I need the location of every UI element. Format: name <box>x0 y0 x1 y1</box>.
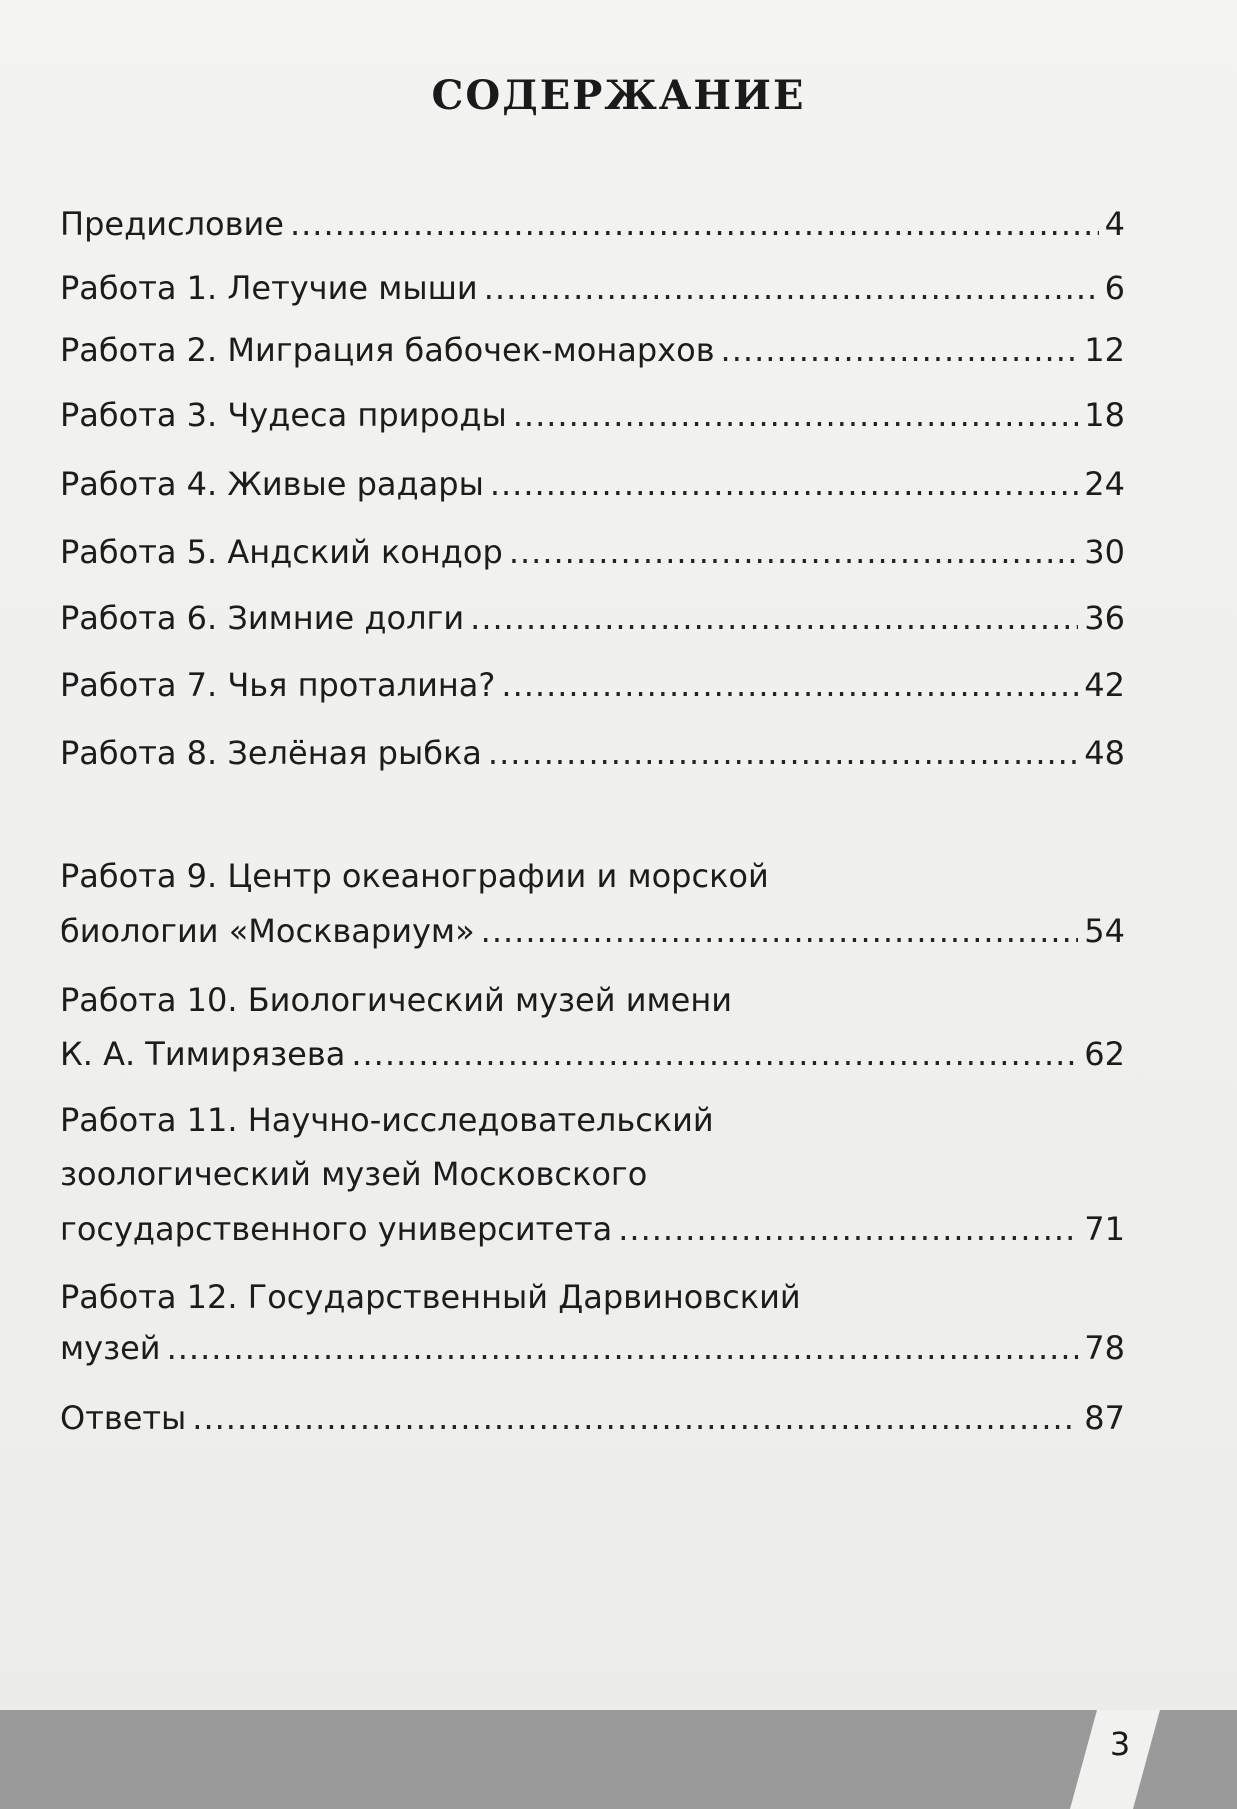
toc-entry-page: 36 <box>1084 599 1125 637</box>
toc-entry-page: 54 <box>1084 912 1125 950</box>
toc-entry-page: 24 <box>1084 465 1125 503</box>
toc-entry-page: 71 <box>1084 1210 1125 1248</box>
dot-leader <box>488 727 1078 779</box>
toc-entry-title-line: Работа 9. Центр океанографии и морской <box>60 857 769 895</box>
toc-entry-page: 6 <box>1104 269 1125 307</box>
toc-entry-label: К. А. Тимирязева <box>60 1035 346 1073</box>
page-number: 3 <box>1109 1725 1131 1763</box>
toc-entry-label: Предисловие <box>60 205 284 243</box>
dot-leader <box>167 1322 1079 1374</box>
toc-entry-label: Работа 2. Миграция бабочек-монархов <box>60 331 715 369</box>
toc-entry[interactable] <box>60 198 1125 250</box>
page-title: СОДЕРЖАНИЕ <box>431 72 806 119</box>
dot-leader <box>481 905 1079 957</box>
toc-entry[interactable] <box>60 1392 1125 1444</box>
dot-leader <box>618 1203 1078 1255</box>
toc-entry-label: Работа 1. Летучие мыши <box>60 269 478 307</box>
toc-entry-label: музей <box>60 1329 161 1367</box>
toc-entry-title-line: Работа 11. Научно-исследовательский <box>60 1101 714 1139</box>
toc-entry-page: 87 <box>1084 1399 1125 1437</box>
toc-entry-title-line: зоологический музей Московского <box>60 1155 648 1193</box>
dot-leader <box>721 324 1079 376</box>
dot-leader <box>484 262 1099 314</box>
toc-entry[interactable] <box>60 458 1125 510</box>
toc-entry[interactable] <box>60 1322 1125 1374</box>
toc-entry-label: Работа 6. Зимние долги <box>60 599 465 637</box>
dot-leader <box>470 592 1078 644</box>
dot-leader <box>509 526 1078 578</box>
toc-entry-page: 4 <box>1104 205 1125 243</box>
toc-entry-label: Работа 3. Чудеса природы <box>60 396 507 434</box>
toc-entry-title-line: Работа 12. Государственный Дарвиновский <box>60 1278 801 1316</box>
toc-entry[interactable] <box>60 262 1125 314</box>
dot-leader <box>501 659 1078 711</box>
toc-entry-label: Работа 7. Чья проталина? <box>60 666 496 704</box>
toc-entry-label: Работа 5. Андский кондор <box>60 533 503 571</box>
toc-entry-page: 48 <box>1084 734 1125 772</box>
toc-entry-page: 30 <box>1084 533 1125 571</box>
toc-entry-page: 18 <box>1084 396 1125 434</box>
toc-entry[interactable] <box>60 389 1125 441</box>
toc-entry-label: биологии «Москвариум» <box>60 912 475 950</box>
toc-entry-label: Ответы <box>60 1399 187 1437</box>
dot-leader <box>290 198 1099 250</box>
dot-leader <box>351 1028 1078 1080</box>
toc-entry[interactable] <box>60 1028 1125 1080</box>
toc-entry-page: 12 <box>1084 331 1125 369</box>
footer-band <box>0 1710 1237 1809</box>
toc-entry-label: Работа 8. Зелёная рыбка <box>60 734 482 772</box>
toc-entry[interactable] <box>60 592 1125 644</box>
dot-leader <box>192 1392 1078 1444</box>
toc-entry[interactable] <box>60 324 1125 376</box>
toc-entry-page: 78 <box>1084 1329 1125 1367</box>
toc-entry[interactable] <box>60 526 1125 578</box>
toc-entry[interactable] <box>60 727 1125 779</box>
dot-leader <box>490 458 1078 510</box>
toc-entry[interactable] <box>60 905 1125 957</box>
toc-entry-label: Работа 4. Живые радары <box>60 465 484 503</box>
toc-entry-label: государственного университета <box>60 1210 613 1248</box>
toc-entry-page: 42 <box>1084 666 1125 704</box>
toc-entry[interactable] <box>60 1203 1125 1255</box>
toc-entry-title-line: Работа 10. Биологический музей имени <box>60 981 733 1019</box>
toc-entry-page: 62 <box>1084 1035 1125 1073</box>
dot-leader <box>513 389 1079 441</box>
toc-entry[interactable] <box>60 659 1125 711</box>
